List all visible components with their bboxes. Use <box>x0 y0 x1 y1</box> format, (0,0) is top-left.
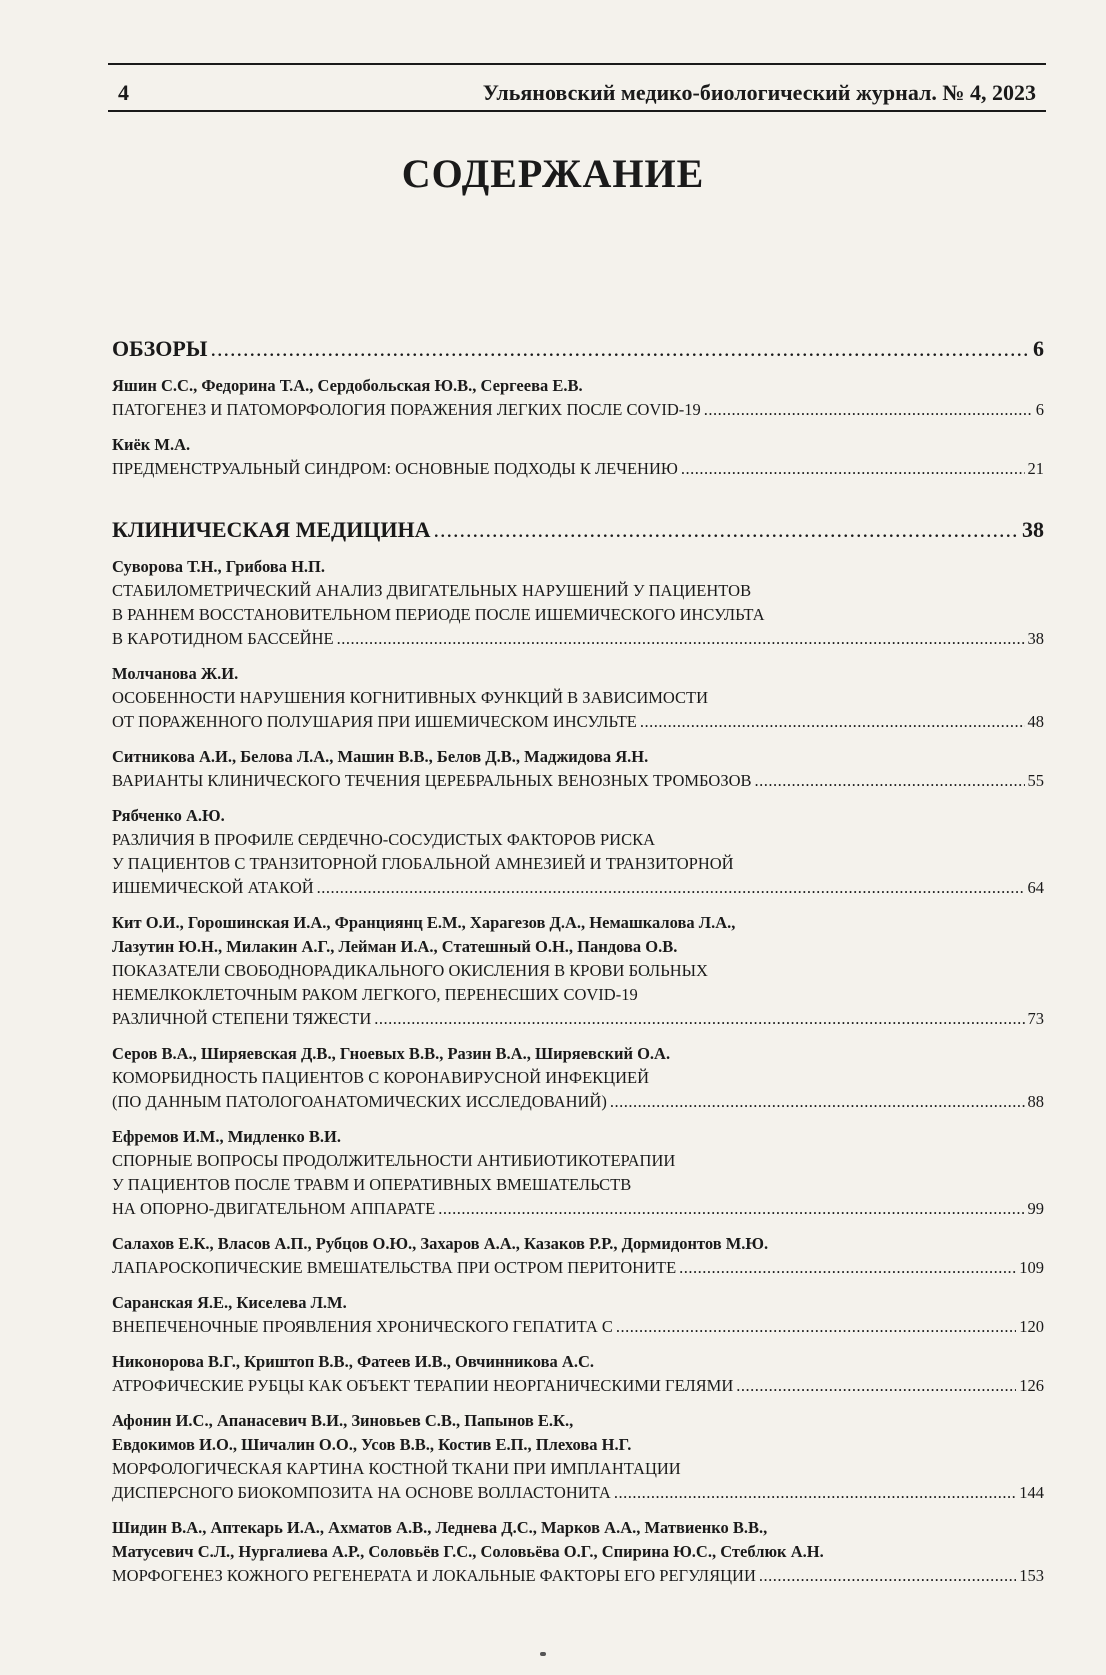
entry-page-number: 109 <box>1019 1258 1044 1277</box>
entry-authors: Евдокимов И.О., Шичалин О.О., Усов В.В., Костив Е.П., Плехова Н.Г. <box>112 1435 632 1454</box>
table-of-contents <box>112 336 1044 1588</box>
entry-title-line: В РАННЕМ ВОССТАНОВИТЕЛЬНОМ ПЕРИОДЕ ПОСЛЕ ИШЕМИЧЕСКОГО ИНСУЛЬТА <box>112 605 765 624</box>
entry-title-last-line <box>112 1090 1044 1114</box>
entry-title-line: НА ОПОРНО-ДВИГАТЕЛЬНОМ АППАРАТЕ <box>112 1199 436 1218</box>
entry-title-last-line <box>112 457 1044 481</box>
entry-authors: Матусевич С.Л., Нургалиева А.Р., Соловьёв Г.С., Соловьёва О.Г., Спирина Ю.С., Стеблюк А.Н. <box>112 1542 824 1561</box>
dot-leader <box>210 336 1030 362</box>
dot-leader <box>704 398 1033 422</box>
entry-title-line: НЕМЕЛКОКЛЕТОЧНЫМ РАКОМ ЛЕГКОГО, ПЕРЕНЕСШИХ COVID-19 <box>112 985 638 1004</box>
entry-page-number: 73 <box>1027 1009 1044 1028</box>
toc-entry[interactable] <box>112 1291 1044 1339</box>
dot-leader <box>337 627 1025 651</box>
entry-authors: Ефремов И.М., Мидленко В.И. <box>112 1127 341 1146</box>
dot-leader <box>438 1197 1024 1221</box>
dot-leader <box>736 1374 1016 1398</box>
header-rule-bottom <box>108 110 1046 112</box>
dot-leader <box>755 769 1025 793</box>
dot-leader <box>640 710 1025 734</box>
toc-entry[interactable] <box>112 1350 1044 1398</box>
entry-authors: Рябченко А.Ю. <box>112 806 225 825</box>
toc-entry[interactable] <box>112 555 1044 651</box>
section-name: КЛИНИЧЕСКАЯ МЕДИЦИНА <box>112 517 431 542</box>
entry-title-line: ОТ ПОРАЖЕННОГО ПОЛУШАРИЯ ПРИ ИШЕМИЧЕСКОМ ИНСУЛЬТЕ <box>112 712 637 731</box>
entry-title-last-line <box>112 710 1044 734</box>
entry-title-line: РАЗЛИЧНОЙ СТЕПЕНИ ТЯЖЕСТИ <box>112 1009 372 1028</box>
entry-page-number: 21 <box>1027 459 1044 478</box>
dot-leader <box>317 876 1025 900</box>
entry-title-last-line <box>112 1007 1044 1031</box>
entry-authors: Киёк М.А. <box>112 435 191 454</box>
entry-title-line: АТРОФИЧЕСКИЕ РУБЦЫ КАК ОБЪЕКТ ТЕРАПИИ НЕОРГАНИЧЕСКИМИ ГЕЛЯМИ <box>112 1376 734 1395</box>
entry-page-number: 144 <box>1019 1483 1044 1502</box>
toc-entry[interactable] <box>112 374 1044 422</box>
entry-page-number: 88 <box>1027 1092 1044 1111</box>
entry-authors: Афонин И.С., Апанасевич В.И., Зиновьев С.В., Папынов Е.К., <box>112 1411 574 1430</box>
toc-entry[interactable] <box>112 1042 1044 1114</box>
running-header: Ульяновский медико-биологический журнал. № 4, 2023 <box>482 80 1036 105</box>
entry-page-number: 38 <box>1027 629 1044 648</box>
header-rule-top <box>108 63 1046 65</box>
entry-page-number: 99 <box>1027 1199 1044 1218</box>
entry-title-line: ЛАПАРОСКОПИЧЕСКИЕ ВМЕШАТЕЛЬСТВА ПРИ ОСТРОМ ПЕРИТОНИТЕ <box>112 1258 677 1277</box>
entry-authors: Яшин С.С., Федорина Т.А., Сердобольская Ю.В., Сергеева Е.В. <box>112 376 583 395</box>
dot-leader <box>681 457 1025 481</box>
entry-authors: Саранская Я.Е., Киселева Л.М. <box>112 1293 347 1312</box>
entry-title-line: (ПО ДАННЫМ ПАТОЛОГОАНАТОМИЧЕСКИХ ИССЛЕДОВАНИЙ) <box>112 1092 607 1111</box>
entry-page-number: 153 <box>1019 1566 1044 1585</box>
entry-authors: Никонорова В.Г., Криштоп В.В., Фатеев И.В., Овчинникова А.С. <box>112 1352 595 1371</box>
toc-entry[interactable] <box>112 745 1044 793</box>
toc-entry[interactable] <box>112 1232 1044 1280</box>
entry-title-last-line <box>112 627 1044 651</box>
entry-authors: Молчанова Ж.И. <box>112 664 239 683</box>
dot-leader <box>679 1256 1016 1280</box>
toc-section-heading[interactable] <box>112 336 1044 362</box>
entry-authors: Лазутин Ю.Н., Милакин А.Г., Лейман И.А., Статешный О.Н., Пандова О.В. <box>112 937 678 956</box>
toc-entry[interactable] <box>112 1409 1044 1505</box>
entry-title-last-line <box>112 769 1044 793</box>
dot-leader <box>610 1090 1025 1114</box>
entry-title-line: ПАТОГЕНЕЗ И ПАТОМОРФОЛОГИЯ ПОРАЖЕНИЯ ЛЕГКИХ ПОСЛЕ COVID-19 <box>112 400 701 419</box>
entry-title-line: РАЗЛИЧИЯ В ПРОФИЛЕ СЕРДЕЧНО-СОСУДИСТЫХ ФАКТОРОВ РИСКА <box>112 830 656 849</box>
entry-title-last-line <box>112 1315 1044 1339</box>
dot-leader <box>434 517 1019 543</box>
entry-title-line: ПРЕДМЕНСТРУАЛЬНЫЙ СИНДРОМ: ОСНОВНЫЕ ПОДХОДЫ К ЛЕЧЕНИЮ <box>112 459 678 478</box>
print-speck <box>540 1652 546 1656</box>
entry-title-line: ИШЕМИЧЕСКОЙ АТАКОЙ <box>112 878 314 897</box>
entry-authors: Шидин В.А., Аптекарь И.А., Ахматов А.В., Леднева Д.С., Марков А.А., Матвиенко В.В., <box>112 1518 768 1537</box>
entry-page-number: 126 <box>1019 1376 1044 1395</box>
toc-entry[interactable] <box>112 433 1044 481</box>
entry-title-last-line <box>112 1256 1044 1280</box>
dot-leader <box>374 1007 1024 1031</box>
entry-title-line: У ПАЦИЕНТОВ ПОСЛЕ ТРАВМ И ОПЕРАТИВНЫХ ВМЕШАТЕЛЬСТВ <box>112 1175 632 1194</box>
entry-title-line: СТАБИЛОМЕТРИЧЕСКИЙ АНАЛИЗ ДВИГАТЕЛЬНЫХ НАРУШЕНИЙ У ПАЦИЕНТОВ <box>112 581 752 600</box>
entry-title-line: ВНЕПЕЧЕНОЧНЫЕ ПРОЯВЛЕНИЯ ХРОНИЧЕСКОГО ГЕПАТИТА С <box>112 1317 613 1336</box>
toc-entry[interactable] <box>112 911 1044 1031</box>
entry-title-line: ПОКАЗАТЕЛИ СВОБОДНОРАДИКАЛЬНОГО ОКИСЛЕНИЯ В КРОВИ БОЛЬНЫХ <box>112 961 708 980</box>
entry-title-line: У ПАЦИЕНТОВ С ТРАНЗИТОРНОЙ ГЛОБАЛЬНОЙ АМНЕЗИЕЙ И ТРАНЗИТОРНОЙ <box>112 854 734 873</box>
toc-section-heading[interactable] <box>112 517 1044 543</box>
section-page-number: 38 <box>1022 517 1044 542</box>
entry-page-number: 48 <box>1027 712 1044 731</box>
entry-authors: Суворова Т.Н., Грибова Н.П. <box>112 557 326 576</box>
entry-title-line: ДИСПЕРСНОГО БИОКОМПОЗИТА НА ОСНОВЕ ВОЛЛАСТОНИТА <box>112 1483 611 1502</box>
dot-leader <box>614 1481 1016 1505</box>
entry-title-line: СПОРНЫЕ ВОПРОСЫ ПРОДОЛЖИТЕЛЬНОСТИ АНТИБИОТИКОТЕРАПИИ <box>112 1151 676 1170</box>
entry-title-line: ОСОБЕННОСТИ НАРУШЕНИЯ КОГНИТИВНЫХ ФУНКЦИЙ В ЗАВИСИМОСТИ <box>112 688 709 707</box>
section-name: ОБЗОРЫ <box>112 336 208 361</box>
entry-title-line: ВАРИАНТЫ КЛИНИЧЕСКОГО ТЕЧЕНИЯ ЦЕРЕБРАЛЬНЫХ ВЕНОЗНЫХ ТРОМБОЗОВ <box>112 771 752 790</box>
toc-entry[interactable] <box>112 804 1044 900</box>
entry-title-last-line <box>112 1564 1044 1588</box>
dot-leader <box>616 1315 1016 1339</box>
entry-authors: Кит О.И., Горошинская И.А., Франциянц Е.М., Харагезов Д.А., Немашкалова Л.А., <box>112 913 736 932</box>
toc-entry[interactable] <box>112 1125 1044 1221</box>
entry-authors: Салахов Е.К., Власов А.П., Рубцов О.Ю., Захаров А.А., Казаков Р.Р., Дормидонтов М.Ю. <box>112 1234 769 1253</box>
entry-authors: Ситникова А.И., Белова Л.А., Машин В.В., Белов Д.В., Маджидова Я.Н. <box>112 747 649 766</box>
entry-page-number: 55 <box>1027 771 1044 790</box>
entry-title-last-line <box>112 876 1044 900</box>
entry-page-number: 64 <box>1027 878 1044 897</box>
entry-authors: Серов В.А., Ширяевская Д.В., Гноевых В.В., Разин В.А., Ширяевский О.А. <box>112 1044 671 1063</box>
entry-title-last-line <box>112 1374 1044 1398</box>
toc-entry[interactable] <box>112 1516 1044 1588</box>
entry-page-number: 120 <box>1019 1317 1044 1336</box>
section-page-number: 6 <box>1033 336 1044 361</box>
toc-entry[interactable] <box>112 662 1044 734</box>
entry-title-line: КОМОРБИДНОСТЬ ПАЦИЕНТОВ С КОРОНАВИРУСНОЙ ИНФЕКЦИЕЙ <box>112 1068 649 1087</box>
entry-page-number: 6 <box>1035 400 1044 419</box>
entry-title-line: В КАРОТИДНОМ БАССЕЙНЕ <box>112 629 334 648</box>
contents-title: СОДЕРЖАНИЕ <box>401 151 705 196</box>
entry-title-line: МОРФОЛОГИЧЕСКАЯ КАРТИНА КОСТНОЙ ТКАНИ ПРИ ИМПЛАНТАЦИИ <box>112 1459 681 1478</box>
entry-title-last-line <box>112 398 1044 422</box>
page-number: 4 <box>118 80 129 105</box>
dot-leader <box>759 1564 1016 1588</box>
entry-title-last-line <box>112 1197 1044 1221</box>
entry-title-line: МОРФОГЕНЕЗ КОЖНОГО РЕГЕНЕРАТА И ЛОКАЛЬНЫЕ ФАКТОРЫ ЕГО РЕГУЛЯЦИИ <box>112 1566 756 1585</box>
entry-title-last-line <box>112 1481 1044 1505</box>
